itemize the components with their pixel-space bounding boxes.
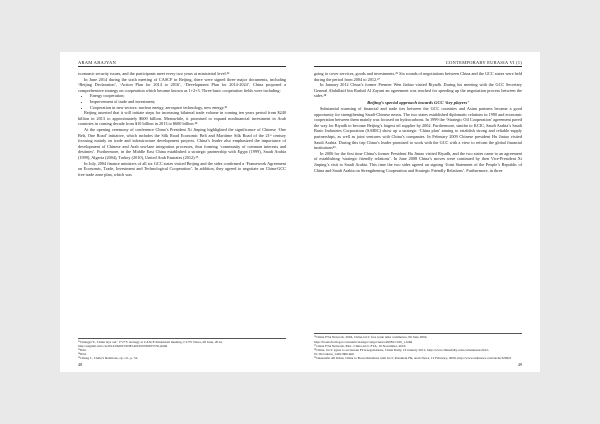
footnote: ²⁹Ghazanfar Ali Khan, China to Boost Relations with GCC President Hu, Arab News, 12 February, 2009, http://www.arabnews.com/node/320921 (314, 355, 512, 360)
paragraph: At the opening ceremony of conference China’s President Xi Jinping highlighted the significance of Chinese ‘One Belt, One Road’ initiative, which includes the Silk Road Economic Belt and Maritime Silk Road of the 21ˢᵗ century focusing mainly on trade and infrastructure development projects. China’s leader also emphasized the importance of development of Chinese and Arab sea-lane integration processes, thus forming ‘community of common interests and destinies’. Furthermore, in the Middle East China established a strategic partnership with Egypt (1999), Saudi Arabia (1999), Algeria (2004), Turkey (2010), United Arab Emirates (2012).²⁵ (78, 126, 286, 160)
left-page-body (78, 71, 286, 177)
footnote: ²⁵Cheng J., China’s Relations, op. cit., p. 52. (78, 355, 139, 360)
footnotes-right (314, 333, 522, 360)
running-head-journal: CONTEMPORARY EURASIA VI (1) (445, 60, 522, 65)
bullet-item: • Energy cooperation; (90, 93, 286, 99)
footnote: ²⁶China FTA Network, 2004, China-GCC free trade talks commence, 06 June 2004, http://fta.mofcom.gov.cn/enarticle/engcc/engccnews/200811/160_1.html (314, 335, 428, 344)
page-number-right: 49 (517, 362, 522, 367)
footnotes-left (78, 338, 286, 360)
running-head-author: ARAM ABAJYAN (78, 60, 117, 65)
paragraph: In July, 2004 finance ministers of all six GCC states visited Beijing and the sides confirmed a ‘Framework Agreement on Economic, Trade, Investment and Technological Cooperation’. In addition, they agreed to negotiate on China-GCC free trade zone plan, which was (78, 160, 286, 177)
footnote: ²³Ibid. (78, 347, 87, 352)
paragraph: Substantial warming of financial and trade ties between the GCC countries and Asian partners became a good opportunity for strengthening Saudi-Chinese nexus. The two states established diplomatic relations in 1990 and economic cooperation between them mainly was focused on hydrocarbons. In 1999 the ‘Strategic Oil Cooperation’ agreement paved the way for Riyadh to become Beijing’s largest oil supplier by 2002. Furthermore, similar to KCIC, Saudi Arabia’s Saudi Basic Industries Corporation (SABIC) show up a strategic ‘China plan’ aiming to establish strong and reliable supply partnerships, as well as joint ventures with China’s companies. In February 2009 Chinese president Hu Jintao visited Saudi Arabia. During this trip China’s leader promised to work with the GCC with a view to reform the global financial institutions²⁹. (314, 105, 522, 151)
left-page (60, 52, 300, 372)
paragraph: In January 2012 China’s former Premier Wen Jiabao visited Riyadh. During his meeting with the GCC Secretary General Abdullatif bin Rashid Al Zayani an agreement was reached for speeding up the negotiation process between the sides.²⁸ (314, 82, 522, 99)
right-page-body (314, 71, 522, 173)
section-heading: Beijing’s special approach towards GCC ‘key players’ (367, 99, 469, 105)
paragraph: going to cover services, goods and investments.²⁶ Six rounds of negotiations between China and the GCC states were held during the period from 2004 to 2012.²⁷ (314, 71, 522, 82)
footnote: ²⁴Ibid. (78, 351, 87, 356)
bullet-item: • Improvement of trade and investment; (90, 99, 286, 105)
running-head-left (78, 60, 286, 67)
paragraph: In 2006 for the first time China’s former President Hu Jintao visited Riyadh, and the two states came to an agreement of establishing ‘strategic friendly relations’. In June 2008 China’s moves were continued by then Vice-President Xi Jinping’s visit to Saudi Arabia. This time the two sides agreed on signing ‘Joint Statement of the People’s Republic of China and Saudi Arabia on Strengthening Cooperation and Strategic Friendly Relations’. Furthermore, in three (314, 150, 522, 173)
footnote: ²²Chengpi Y., China lays out ‘1+2+3’ strategy at CASCF ministerial meeting, CCTV News, 06 June, 2014, http://english.cntv.cn/2014/06/06/VIDE1401950336055576.shtml (78, 339, 223, 348)
footnote: ²⁷China FTA Network, Ibid., China-GCC FTA, 16 November, 2016. (314, 343, 407, 348)
paragraph: In June 2014 during the sixth meeting of CASCF in Beijing, there were signed three major documents, including ‘Beijing Declaration’, ‘Action Plan for 2014 to 2016’, ‘Development Plan for 2014-2024’. China proposed a comprehensive strategy on cooperation which became known as 1+2+3. Three basic cooperation fields were including: (78, 76, 286, 93)
bullet-list (78, 93, 286, 110)
right-page (300, 52, 540, 372)
footnote: ²⁸China, GCC agree to accelerate FTA negotiations, China Daily, 16 January 2012, http://www.chinadaily.com.cn/business/2012-01/16/content_14451800.htm (314, 347, 489, 356)
running-head-right (314, 60, 522, 67)
paragraph: economic security issues, and the participants meet every two years at ministerial level.²² (78, 71, 230, 76)
paragraph: Beijing asserted that it will initiate steps for increasing bilateral trade volume in coming ten years period from $240 billion in 2013 to approximately $600 billion. Meanwhile, it promised to expand nonfinancial investment in Arab countries in coming decade from $10 billion in 2013 to $600 billion.²⁴ (78, 110, 286, 127)
bullet-item: • Cooperation in new sectors: nuclear energy, aerospace technology, new energy.²³ (90, 105, 286, 111)
page-number-left: 48 (78, 362, 83, 367)
